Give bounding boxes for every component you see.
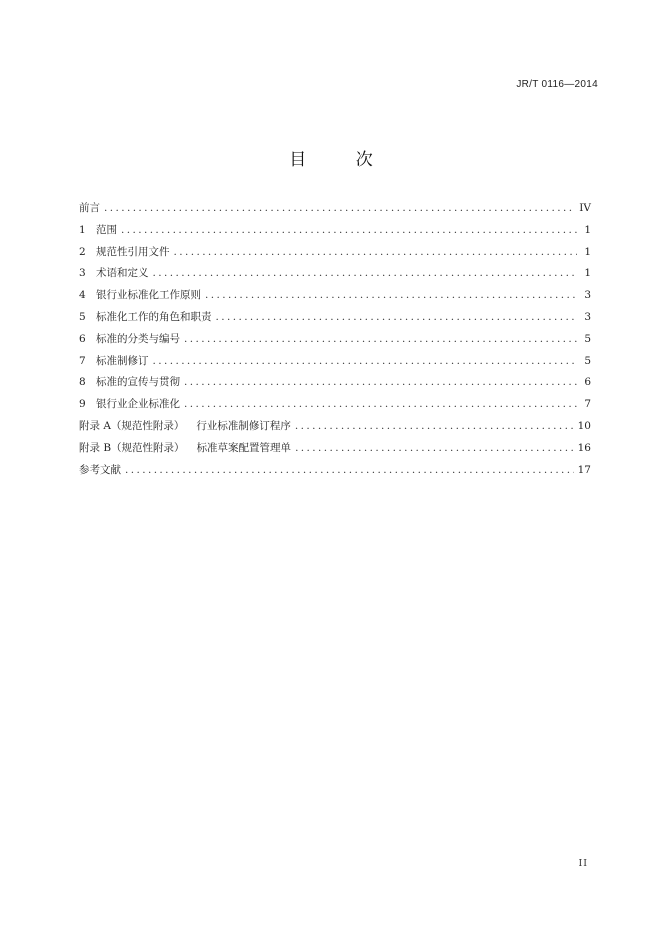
toc-leader-dots xyxy=(295,416,574,438)
toc-entry-page: 17 xyxy=(577,463,591,476)
toc-entry-page: 1 xyxy=(584,267,591,280)
toc-entry-8[interactable] xyxy=(79,372,591,394)
toc-entry-foreword[interactable] xyxy=(79,198,591,220)
toc-leader-dots xyxy=(205,285,577,307)
toc-leader-dots xyxy=(121,220,577,242)
toc-leader-dots xyxy=(184,329,577,351)
toc-entry-7[interactable] xyxy=(79,351,591,373)
toc-entry-number: 8 xyxy=(79,376,86,389)
toc-entry-page: 3 xyxy=(584,289,591,302)
toc-entry-appendix-b[interactable] xyxy=(79,438,591,460)
toc-leader-dots xyxy=(125,460,574,482)
toc-entry-label: 标准的分类与编号 xyxy=(96,332,180,345)
toc-entry-label: 术语和定义 xyxy=(96,267,149,280)
toc-leader-dots xyxy=(153,263,578,285)
toc-entry-9[interactable] xyxy=(79,394,591,416)
toc-entry-number: 5 xyxy=(79,310,86,323)
toc-entry-references[interactable] xyxy=(79,460,591,482)
toc-entry-page: IV xyxy=(579,202,591,214)
toc-entry-label: 标准的宣传与贯彻 xyxy=(96,376,180,389)
toc-entry-label: 标准化工作的角色和职责 xyxy=(96,310,212,323)
toc-entry-5[interactable] xyxy=(79,307,591,329)
toc-entry-label: 标准制修订 xyxy=(96,354,149,367)
toc-leader-dots xyxy=(153,351,578,373)
toc-entry-label: 银行业企业标准化 xyxy=(96,398,180,411)
toc-entry-number: 1 xyxy=(79,223,86,236)
toc-entry-2[interactable] xyxy=(79,242,591,264)
toc-entry-page: 16 xyxy=(577,441,591,454)
toc-leader-dots xyxy=(184,372,577,394)
toc-entry-label: 附录 B（规范性附录） xyxy=(79,441,185,454)
toc-entry-page: 5 xyxy=(584,332,591,345)
toc-leader-dots xyxy=(216,307,578,329)
toc-entry-4[interactable] xyxy=(79,285,591,307)
toc-entry-page: 10 xyxy=(577,419,591,432)
toc-entry-number: 4 xyxy=(79,289,86,302)
page-number: II xyxy=(578,858,588,869)
toc-entry-label: 前言 xyxy=(79,202,100,214)
toc-entry-label: 范围 xyxy=(96,223,117,236)
toc-title: 目 次 xyxy=(289,150,395,170)
toc-entry-1[interactable] xyxy=(79,220,591,242)
toc-leader-dots xyxy=(104,198,575,220)
toc-entry-label: 规范性引用文件 xyxy=(96,245,170,258)
toc-entry-3[interactable] xyxy=(79,263,591,285)
toc-entry-label: 银行业标准化工作原则 xyxy=(96,289,201,302)
toc-entry-6[interactable] xyxy=(79,329,591,351)
toc-leader-dots xyxy=(174,242,578,264)
toc-leader-dots xyxy=(184,394,577,416)
toc-entry-number: 2 xyxy=(79,245,86,258)
table-of-contents xyxy=(79,198,591,481)
toc-entry-number: 6 xyxy=(79,332,86,345)
toc-leader-dots xyxy=(295,438,574,460)
toc-entry-page: 7 xyxy=(584,398,591,411)
toc-entry-subtitle: 行业标准制修订程序 xyxy=(196,419,291,432)
toc-entry-page: 1 xyxy=(584,245,591,258)
toc-entry-number: 3 xyxy=(79,267,86,280)
document-code: JR/T 0116—2014 xyxy=(516,79,598,90)
toc-entry-number: 9 xyxy=(79,398,86,411)
toc-entry-page: 1 xyxy=(584,223,591,236)
toc-entry-page: 3 xyxy=(584,310,591,323)
toc-entry-page: 6 xyxy=(584,376,591,389)
toc-entry-number: 7 xyxy=(79,354,86,367)
toc-entry-label: 参考文献 xyxy=(79,463,121,476)
toc-entry-page: 5 xyxy=(584,354,591,367)
toc-entry-appendix-a[interactable] xyxy=(79,416,591,438)
toc-entry-subtitle: 标准草案配置管理单 xyxy=(196,441,292,454)
toc-entry-label: 附录 A（规范性附录） xyxy=(79,419,185,432)
